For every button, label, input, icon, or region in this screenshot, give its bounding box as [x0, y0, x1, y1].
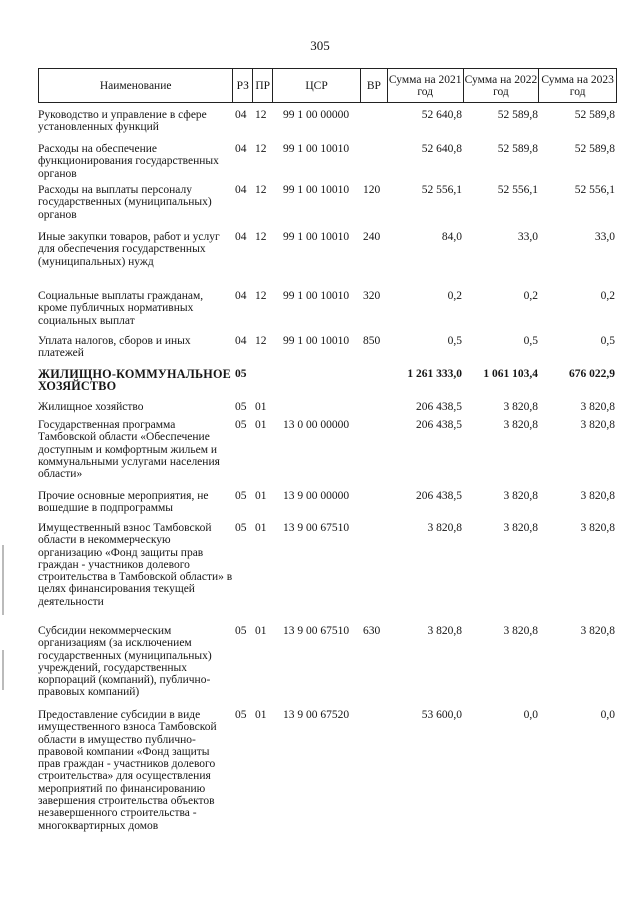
row-sum-2022: 52 556,1	[497, 184, 538, 196]
header-pr: ПР	[253, 69, 273, 102]
row-csr: 13 0 00 00000	[283, 419, 350, 431]
row-sum-2021: 206 438,5	[416, 419, 462, 431]
row-pr: 12	[255, 290, 267, 302]
row-name: Прочие основные мероприятия, не вошедшие в подпрограммы	[38, 490, 209, 515]
row-sum-2021: 0,5	[447, 335, 462, 347]
row-sum-2021: 52 640,8	[421, 143, 462, 155]
header-vr: ВР	[361, 69, 388, 102]
row-pr: 01	[255, 401, 267, 413]
row-sum-2022: 0,0	[523, 709, 538, 721]
budget-table	[38, 68, 617, 832]
table-row-section	[38, 368, 617, 393]
row-name: Расходы на выплаты персоналу государственных (муниципальных) органов	[38, 184, 212, 221]
row-sum-2022: 3 820,8	[503, 625, 538, 637]
table-row	[38, 184, 617, 221]
row-sum-2021: 0,2	[447, 290, 462, 302]
table-row	[38, 625, 617, 699]
row-name: Иные закупки товаров, работ и услуг для обеспечения государственных (муниципальных) нужд	[38, 231, 220, 268]
table-header	[38, 68, 617, 103]
table-row	[38, 522, 617, 608]
row-vr	[361, 143, 388, 180]
table-row	[38, 335, 617, 360]
row-csr: 99 1 00 10010	[283, 143, 350, 155]
scan-margin-mark	[2, 545, 4, 615]
row-name: Предоставление субсидии в виде имущественного взноса Тамбовской области в имущество публично-правовой компании «Фонд защиты прав граждан - участников долевого строительства» для осуществления мероприятий по финансированию завершения строительства объектов незавершенного строительства - многоквартирных домов	[38, 709, 217, 832]
row-pr: 12	[255, 143, 267, 155]
row-sum-2023: 676 022,9	[569, 368, 615, 380]
row-rz: 04	[235, 109, 247, 121]
row-rz: 05	[235, 625, 247, 637]
row-sum-2022: 52 589,8	[497, 143, 538, 155]
header-rz: РЗ	[233, 69, 253, 102]
row-sum-2021: 206 438,5	[416, 401, 462, 413]
table-row	[38, 231, 617, 268]
row-rz: 05	[235, 419, 247, 431]
row-pr: 12	[255, 231, 267, 243]
row-pr: 01	[255, 709, 267, 721]
row-rz: 05	[235, 522, 247, 534]
header-sum-2022: Сумма на 2022 год	[464, 69, 540, 102]
row-sum-2023: 3 820,8	[580, 522, 615, 534]
row-rz: 04	[235, 184, 247, 196]
row-pr: 12	[255, 109, 267, 121]
row-sum-2021: 53 600,0	[421, 709, 462, 721]
row-sum-2023: 3 820,8	[580, 625, 615, 637]
row-sum-2023: 3 820,8	[580, 419, 615, 431]
row-sum-2022: 33,0	[517, 231, 538, 243]
row-sum-2023: 52 589,8	[574, 109, 615, 121]
row-csr	[273, 368, 361, 393]
row-sum-2023: 0,0	[600, 709, 615, 721]
row-sum-2023: 52 556,1	[574, 184, 615, 196]
row-sum-2022: 3 820,8	[503, 490, 538, 502]
row-vr: 320	[363, 290, 381, 302]
row-sum-2021: 52 640,8	[421, 109, 462, 121]
row-vr	[361, 490, 388, 515]
row-vr	[361, 709, 388, 832]
row-sum-2021: 3 820,8	[427, 625, 462, 637]
row-name: ЖИЛИЩНО-КОММУНАЛЬНОЕ ХОЗЯЙСТВО	[38, 367, 231, 394]
row-rz: 05	[235, 401, 247, 413]
row-rz: 05	[235, 490, 247, 502]
row-sum-2023: 3 820,8	[580, 490, 615, 502]
header-sum-2023: Сумма на 2023 год	[541, 73, 614, 98]
row-rz: 04	[235, 143, 247, 155]
row-sum-2022: 1 061 103,4	[483, 368, 538, 380]
row-name: Государственная программа Тамбовской области «Обеспечение доступным и комфортным жильем и коммунальными услугами населения области»	[38, 419, 220, 481]
row-sum-2023: 52 589,8	[574, 143, 615, 155]
header-name: Наименование	[39, 69, 233, 102]
row-vr	[361, 401, 388, 413]
row-pr: 12	[255, 184, 267, 196]
table-row	[38, 709, 617, 832]
row-csr	[273, 401, 361, 413]
header-csr: ЦСР	[273, 69, 361, 102]
row-sum-2021: 3 820,8	[427, 522, 462, 534]
row-vr	[361, 109, 388, 134]
row-name: Расходы на обеспечение функционирования государственных органов	[38, 143, 219, 180]
row-rz: 04	[235, 290, 247, 302]
row-name: Уплата налогов, сборов и иных платежей	[38, 335, 191, 360]
table-row	[38, 419, 617, 480]
row-vr: 120	[363, 184, 381, 196]
row-vr: 630	[363, 625, 381, 637]
row-pr: 01	[255, 522, 267, 534]
row-sum-2023: 33,0	[594, 231, 615, 243]
row-pr: 12	[255, 335, 267, 347]
row-sum-2021: 84,0	[441, 231, 462, 243]
row-sum-2023: 0,5	[600, 335, 615, 347]
row-pr: 01	[255, 625, 267, 637]
header-sum-2021: Сумма на 2021 год	[388, 69, 464, 102]
row-csr: 13 9 00 67510	[283, 522, 350, 534]
row-csr: 99 1 00 10010	[283, 184, 350, 196]
table-row	[38, 401, 617, 413]
table-row	[38, 290, 617, 327]
table-row	[38, 490, 617, 515]
row-vr: 850	[363, 335, 381, 347]
row-name: Имущественный взнос Тамбовской области в некоммерческую организацию «Фонд защиты прав граждан - участников долевого строительства в Тамбовской области» в целях финансирования текущей деятельности	[38, 522, 233, 608]
row-rz: 05	[235, 368, 247, 380]
row-pr: 01	[255, 490, 267, 502]
row-sum-2022: 3 820,8	[503, 401, 538, 413]
row-sum-2021: 1 261 333,0	[407, 368, 462, 380]
row-pr: 01	[255, 419, 267, 431]
row-sum-2022: 3 820,8	[503, 522, 538, 534]
row-sum-2021: 52 556,1	[421, 184, 462, 196]
table-row	[38, 143, 617, 180]
row-sum-2022: 0,2	[523, 290, 538, 302]
scan-margin-mark	[2, 650, 4, 690]
row-csr: 13 9 00 67510	[283, 625, 350, 637]
row-csr: 99 1 00 00000	[283, 109, 350, 121]
page-number: 305	[310, 38, 330, 53]
row-sum-2022: 52 589,8	[497, 109, 538, 121]
row-sum-2023: 0,2	[600, 290, 615, 302]
row-pr	[253, 368, 273, 393]
row-vr	[361, 419, 388, 480]
row-sum-2022: 3 820,8	[503, 419, 538, 431]
row-sum-2023: 3 820,8	[580, 401, 615, 413]
row-sum-2021: 206 438,5	[416, 490, 462, 502]
row-vr: 240	[363, 231, 381, 243]
row-vr	[361, 368, 388, 393]
row-csr: 99 1 00 10010	[283, 290, 350, 302]
row-vr	[361, 522, 388, 608]
row-name: Социальные выплаты гражданам, кроме публичных нормативных социальных выплат	[38, 290, 204, 327]
row-sum-2022: 0,5	[523, 335, 538, 347]
row-csr: 13 9 00 67520	[283, 709, 350, 721]
row-name: Руководство и управление в сфере установленных функций	[38, 109, 207, 134]
table-row	[38, 109, 617, 134]
row-csr: 13 9 00 00000	[283, 490, 350, 502]
row-name: Жилищное хозяйство	[38, 401, 144, 413]
row-name: Субсидии некоммерческим организациям (за исключением государственных (муниципальных) учреждений, государственных корпораций (компаний), публично-правовых компаний)	[38, 625, 212, 699]
row-csr: 99 1 00 10010	[283, 335, 350, 347]
row-rz: 04	[235, 335, 247, 347]
row-rz: 04	[235, 231, 247, 243]
row-rz: 05	[235, 709, 247, 721]
row-csr: 99 1 00 10010	[283, 231, 350, 243]
